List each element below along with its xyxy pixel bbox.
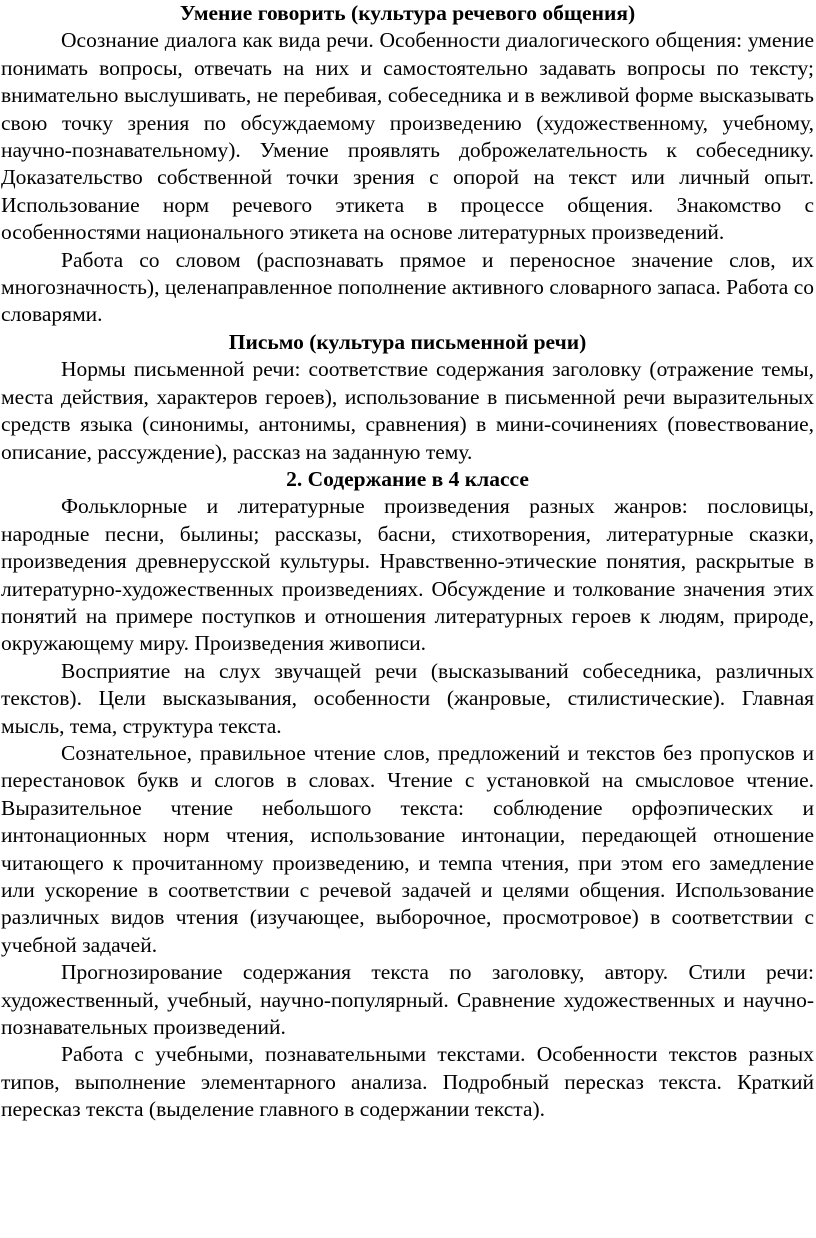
paragraph-listening: Восприятие на слух звучащей речи (высказываний собеседника, различных текстов). Цели высказывания, особенности (жанровые, стилистические). Главная мысль, тема, структура текста.	[1, 658, 814, 738]
paragraph-dialogue: Осознание диалога как вида речи. Особенности диалогического общения: умение понимать вопросы, отвечать на них и самостоятельно задавать вопросы по тексту; внимательно выслушивать, не перебивая, собеседника и в вежливой форме высказывать свою точку зрения по обсуждаемому произведению (художественному, учебному, научно-познавательному). Умение проявлять доброжелательность к собеседнику. Доказательство собственной точки зрения с опорой на текст или личный опыт. Использование норм речевого этикета в процессе общения. Знакомство с особенностями национального этикета на основе литературных произведений.	[1, 28, 814, 245]
section-heading-grade-4-content: 2. Содержание в 4 классе	[286, 466, 529, 491]
paragraph-word-work: Работа со словом (распознавать прямое и переносное значение слов, их многозначность), целенаправленное пополнение активного словарного запаса. Работа со словарями.	[1, 247, 814, 327]
section-heading-speaking: Умение говорить (культура речевого общения)	[179, 1, 636, 25]
paragraph-folklore: Фольклорные и литературные произведения разных жанров: пословицы, народные песни, былины; рассказы, басни, стихотворения, литературные сказки, произведения древнерусской культуры. Нравственно-этические понятия, раскрытые в литературно-художественных произведениях. Обсуждение и толкование значения этих понятий на примере поступков и отношения литературных героев к людям, природе, окружающему миру. Произведения живописи.	[1, 494, 814, 656]
paragraph-reading: Сознательное, правильное чтение слов, предложений и текстов без пропусков и перестановок букв и слогов в словах. Чтение с установкой на смысловое чтение. Выразительное чтение небольшого текста: соблюдение орфоэпических и интонационных норм чтения, использование интонации, передающей отношение читающего к прочитанному произведению, и темпа чтения, при этом его замедление или ускорение в соответствии с речевой задачей и целями общения. Использование различных видов чтения (изучающее, выборочное, просмотровое) в соответствии с учебной задачей.	[1, 740, 814, 957]
paragraph-writing-norms: Нормы письменной речи: соответствие содержания заголовку (отражение темы, места действия, характеров героев), использование в письменной речи выразительных средств языка (синонимы, антонимы, сравнения) в мини-сочинениях (повествование, описание, рассуждение), рассказ на заданную тему.	[1, 357, 814, 464]
paragraph-forecasting: Прогнозирование содержания текста по заголовку, автору. Стили речи: художественный, учебный, научно-популярный. Сравнение художественных и научно-познавательных произведений.	[1, 960, 814, 1040]
paragraph-educational-texts: Работа с учебными, познавательными текстами. Особенности текстов разных типов, выполнение элементарного анализа. Подробный пересказ текста. Краткий пересказ текста (выделение главного в содержании текста).	[1, 1042, 814, 1122]
section-heading-writing: Письмо (культура письменной речи)	[228, 329, 587, 354]
